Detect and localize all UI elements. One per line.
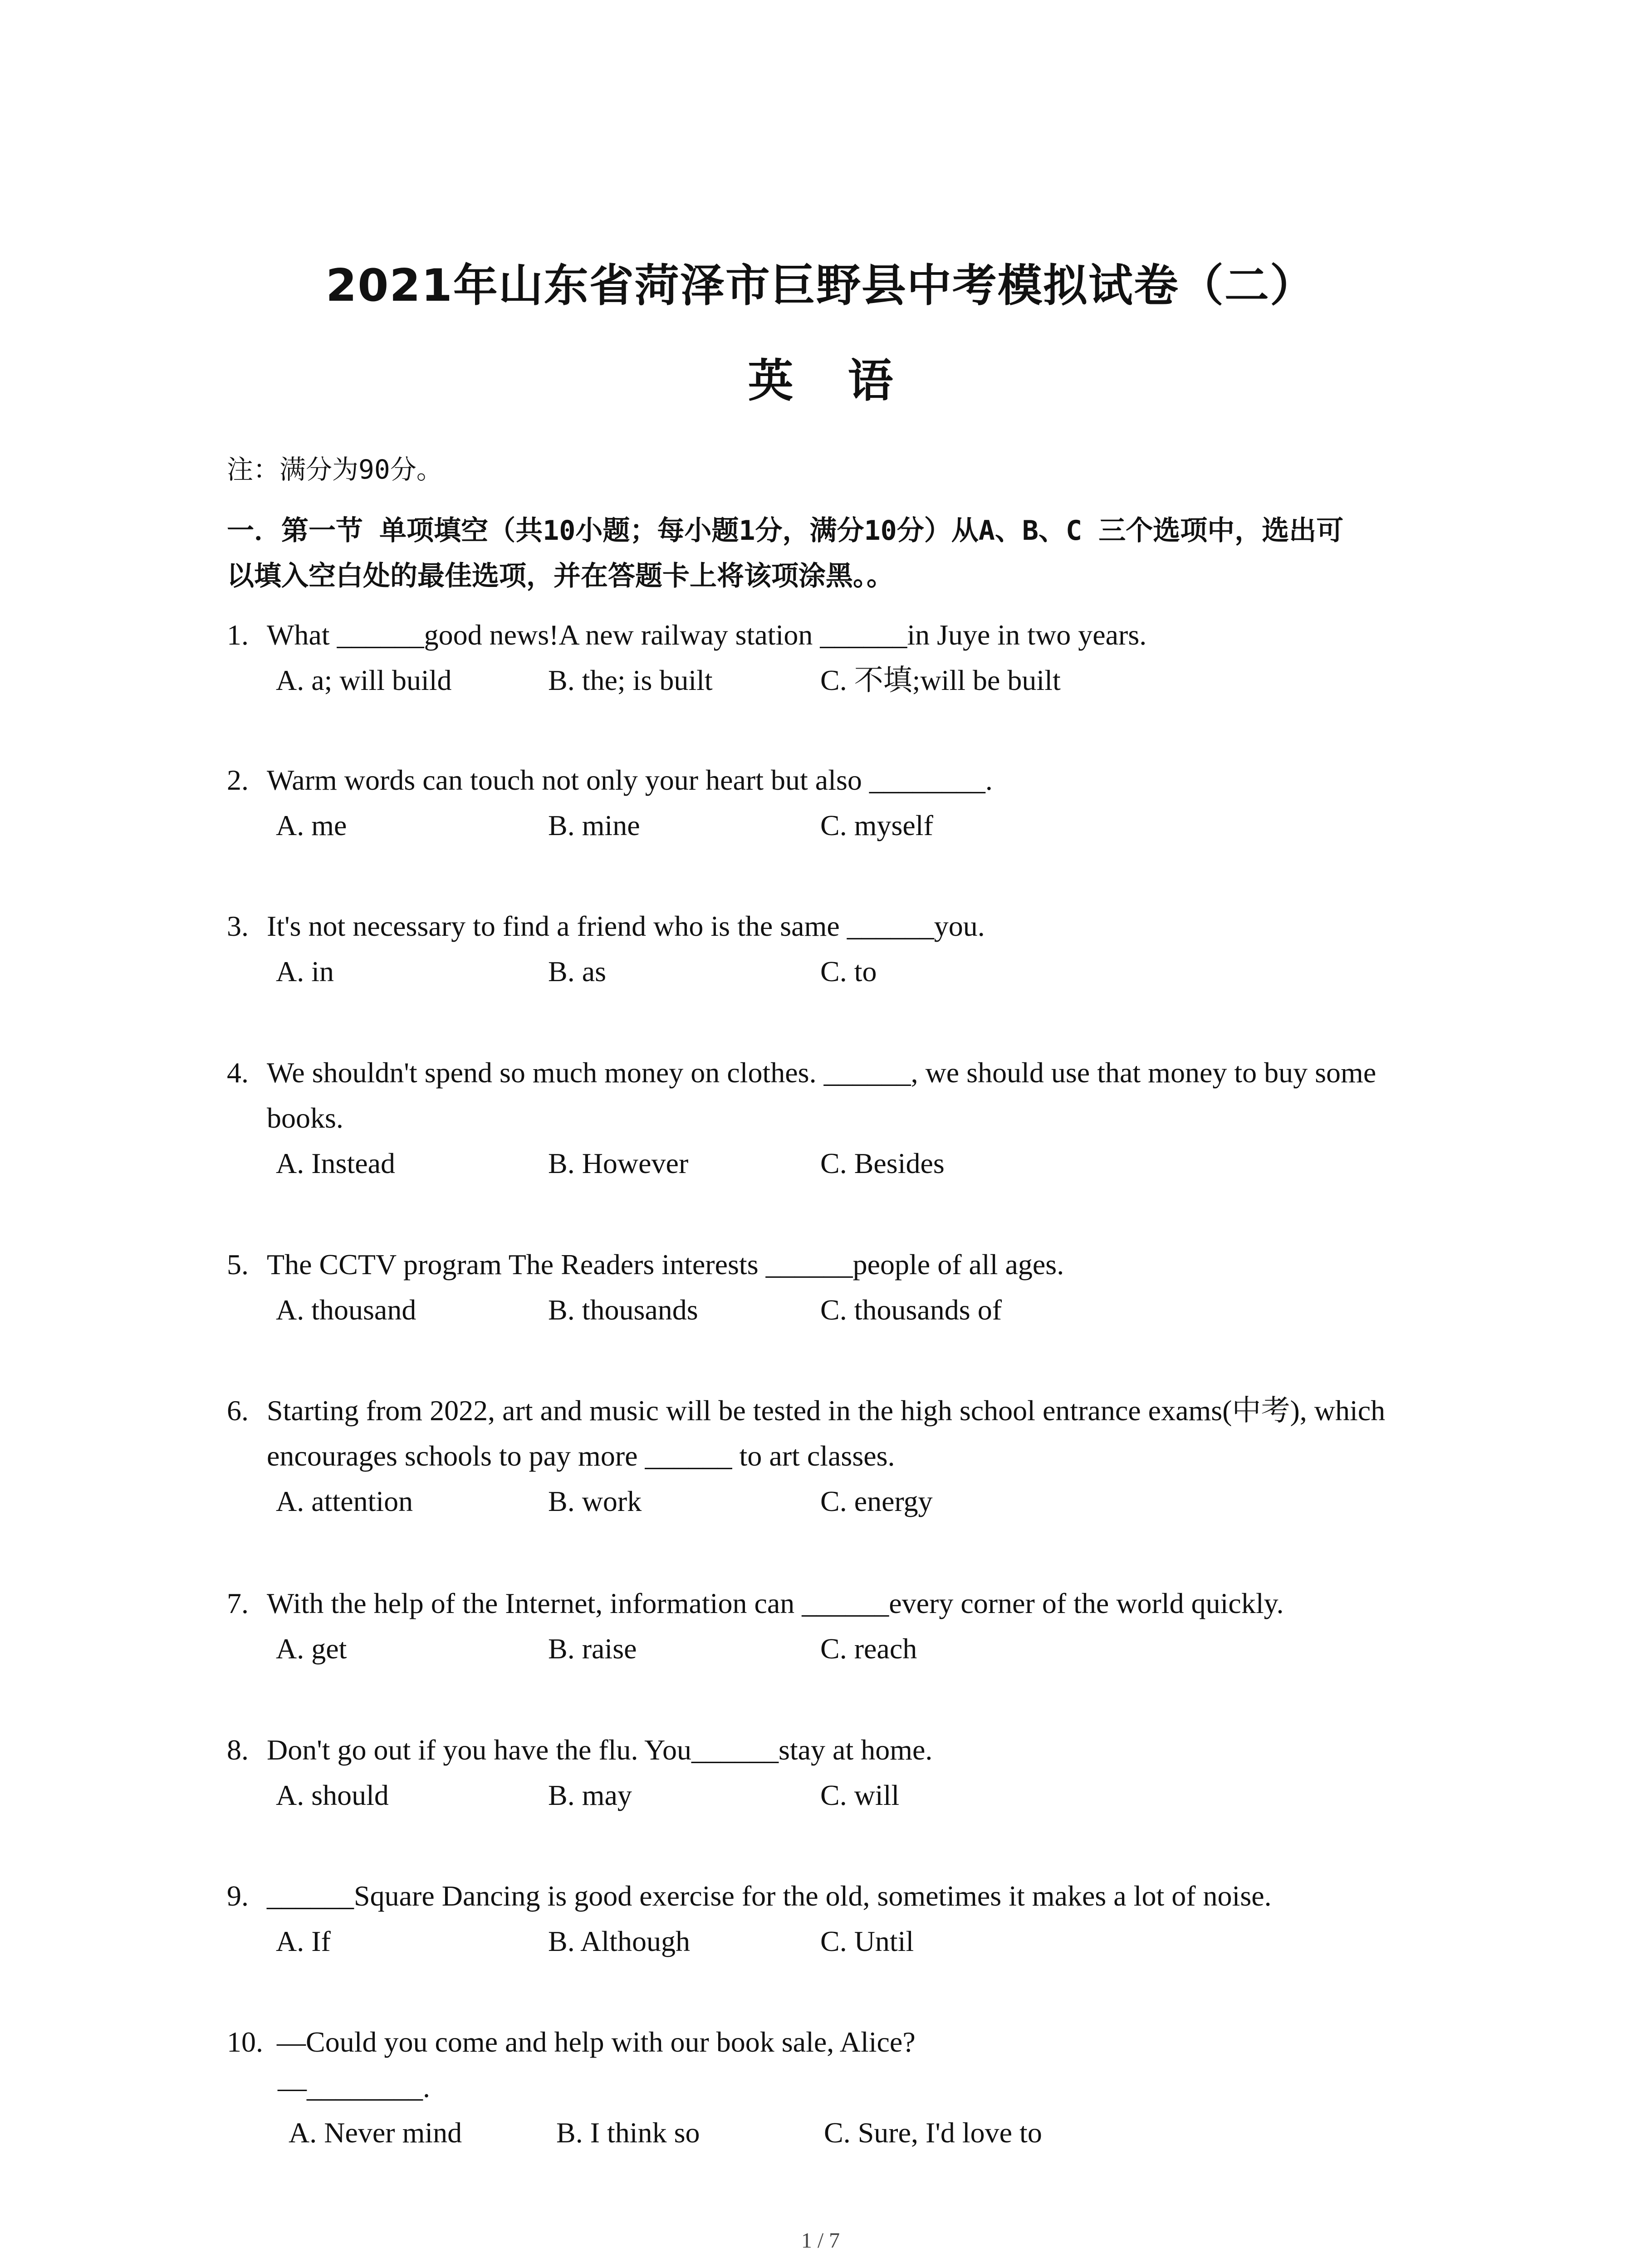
option-a[interactable]: A. in [276,955,334,987]
question-number: 9. [227,1880,249,1912]
option-c[interactable]: C. 不填;will be built [820,664,1061,696]
option-b[interactable]: B. raise [548,1633,637,1665]
option-b[interactable]: B. work [548,1485,642,1517]
option-a[interactable]: A. Instead [276,1147,396,1179]
section-instructions-line2: 以填入空白处的最佳选项，并在答题卡上将该项涂黑。。 [227,560,894,592]
question-text: The CCTV program The Readers interests ______people of all ages. [267,1248,1064,1281]
option-a[interactable]: A. Never mind [289,2116,462,2149]
question-number: 5. [227,1248,249,1281]
dialogue-reply-blank: —________. [278,2071,430,2103]
option-b[interactable]: B. I think so [556,2116,700,2149]
option-c[interactable]: C. thousands of [820,1294,1002,1326]
exam-title: 2021年山东省菏泽市巨野县中考模拟试卷（二） [326,260,1315,312]
option-c[interactable]: C. energy [820,1485,933,1517]
option-a[interactable]: A. If [276,1925,331,1957]
question-number: 1. [227,619,249,651]
option-c[interactable]: C. to [820,955,877,987]
score-note: 注：满分为90分。 [227,454,443,485]
question-text: —Could you come and help with our book sale, Alice? [277,2026,916,2058]
question-text: Don't go out if you have the flu. You______stay at home. [267,1734,933,1766]
option-b[interactable]: B. mine [548,809,640,841]
question-number: 6. [227,1394,249,1427]
question-text: With the help of the Internet, information can ______every corner of the world quickly. [267,1587,1284,1619]
question-number: 4. [227,1056,249,1089]
page-number: 1 / 7 [801,2229,840,2253]
option-b[interactable]: B. the; is built [548,664,713,696]
option-c[interactable]: C. will [820,1779,900,1811]
question-number: 8. [227,1734,249,1766]
question-number: 10. [227,2026,263,2058]
option-a[interactable]: A. should [276,1779,389,1811]
option-b[interactable]: B. thousands [548,1294,698,1326]
question-number: 3. [227,910,249,942]
section-instructions [227,508,1479,599]
question-text-continued: encourages schools to pay more ______ to art classes. [267,1440,895,1472]
question-number: 7. [227,1587,249,1619]
option-a[interactable]: A. attention [276,1485,413,1517]
option-a[interactable]: A. get [276,1633,347,1665]
option-a[interactable]: A. a; will build [276,664,452,696]
option-c[interactable]: C. Sure, I'd love to [824,2116,1042,2149]
question-text: Warm words can touch not only your heart but also ________. [267,764,993,796]
option-a[interactable]: A. me [276,809,347,841]
option-b[interactable]: B. However [548,1147,689,1179]
question-text: ______Square Dancing is good exercise for the old, sometimes it makes a lot of noise. [267,1880,1272,1912]
question-text: Starting from 2022, art and music will be tested in the high school entrance exams(中考), which [267,1394,1386,1427]
option-c[interactable]: C. reach [820,1633,917,1665]
option-b[interactable]: B. as [548,955,606,987]
option-a[interactable]: A. thousand [276,1294,416,1326]
question-text-continued: books. [267,1102,343,1134]
section-instructions-line1: 一．第一节 单项填空（共10小题；每小题1分，满分10分）从A、B、C 三个选项中，选出可 [227,515,1344,547]
question-text: We shouldn't spend so much money on clothes. ______, we should use that money to buy some [267,1056,1376,1089]
exam-subject: 英语 [748,354,948,407]
question-text: What ______good news!A new railway station ______in Juye in two years. [267,619,1147,651]
option-c[interactable]: C. myself [820,809,933,841]
option-b[interactable]: B. Although [548,1925,690,1957]
option-b[interactable]: B. may [548,1779,632,1811]
option-c[interactable]: C. Besides [820,1147,945,1179]
question-text: It's not necessary to find a friend who is the same ______you. [267,910,985,942]
question-number: 2. [227,764,249,796]
option-c[interactable]: C. Until [820,1925,914,1957]
